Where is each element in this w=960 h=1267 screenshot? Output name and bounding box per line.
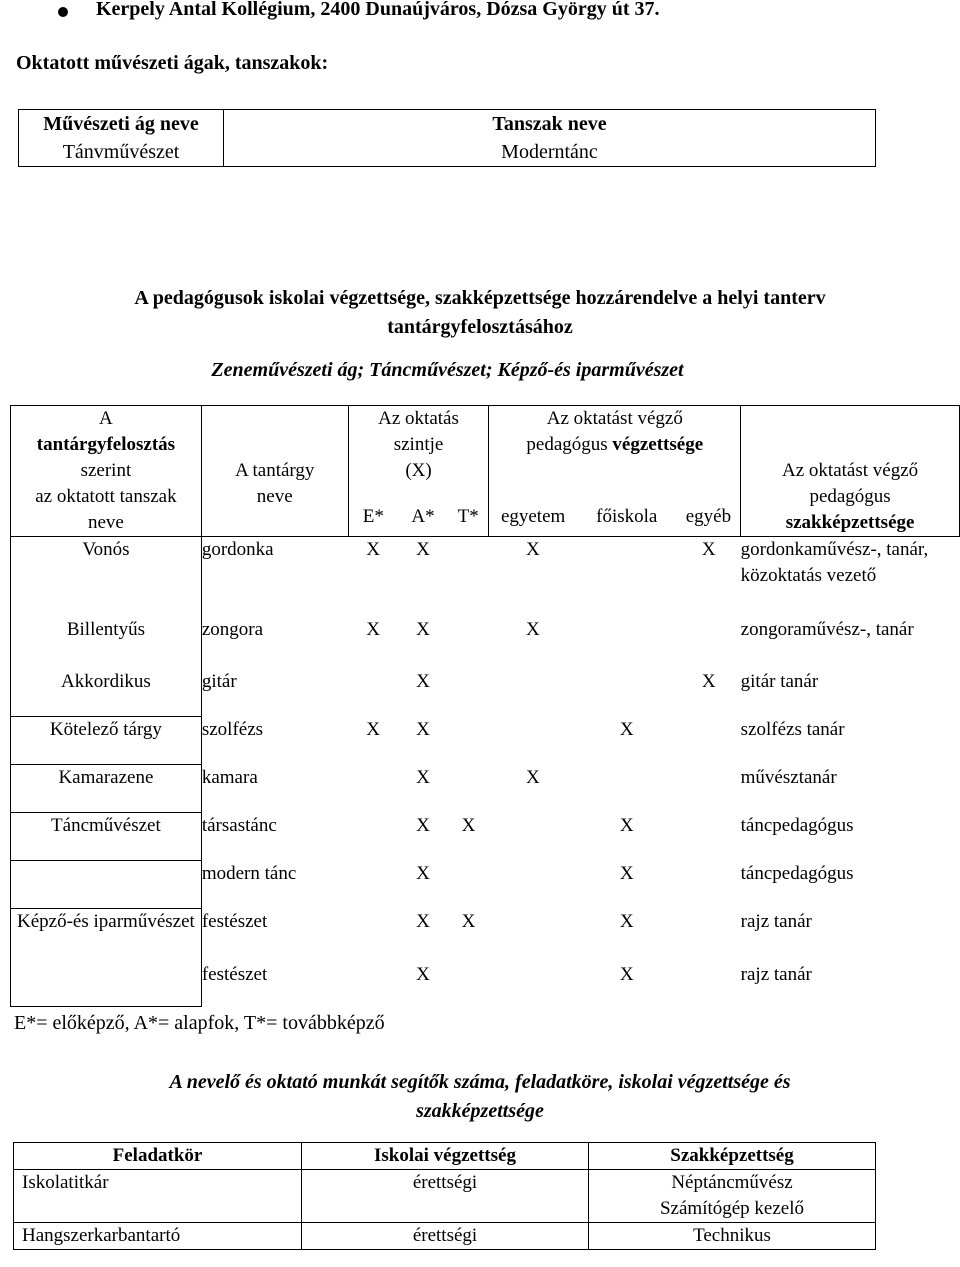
row-subject: modern tánc [201,862,297,884]
row-department: Kamarazene [11,765,202,813]
helpers-heading: A nevelő és oktató munkát segítők száma, feladatköre, iskolai végzettsége és szakképzettsége [169,1071,791,1122]
row-department [11,861,202,909]
helper-qualification: Néptáncművész Számítógép kezelő [589,1170,876,1223]
row-subject: szolfézs [201,718,264,740]
legend: E*= előképző, A*= alapfok, T*= továbbképző [14,1012,385,1034]
helpers-table [13,1142,876,1250]
row-subject: társastánc [201,814,277,836]
row-qualification: szolfézs tanár [740,718,845,740]
department-value: Moderntánc [224,138,876,167]
header-qualification: Az oktatást végző pedagógus szakképzettsége [741,406,960,537]
branch-table [18,109,876,167]
header-school-education: Iskolai végzettség [302,1143,589,1170]
row-department: Vonós [11,537,202,617]
helper-qualification: Technikus [589,1223,876,1250]
helper-education: érettségi [302,1170,589,1223]
subjects-heading: Oktatott művészeti ágak, tanszakok: [16,52,329,74]
row-subject: gordonka [201,539,274,560]
header-qualification: Szakképzettség [589,1143,876,1170]
header-role: Feladatkör [14,1143,302,1170]
row-qualification: rajz tanár [740,910,812,932]
row-subject: gitár [201,670,237,692]
sub-header-foiskola: főiskola [577,500,677,537]
branch-value: Tánvművészet [19,138,224,167]
row-subject: kamara [201,766,258,788]
department-header: Tanszak neve [224,110,876,139]
row-qualification: zongoraművész-, tanár [740,618,914,640]
row-qualification: táncpedagógus [740,814,854,836]
sub-header-t: T* [448,500,489,537]
row-department: Kötelező tárgy [11,717,202,765]
helper-role: Hangszerkarbantartó [14,1223,302,1250]
sub-header-e: E* [348,500,398,537]
branch-header: Művészeti ág neve [19,110,224,139]
teachers-heading: A pedagógusok iskolai végzettsége, szakképzettsége hozzárendelve a helyi tanterv tantárgyfelosztásához [134,287,826,338]
row-qualification: rajz tanár [740,963,812,985]
row-department: Billentyűs [11,617,202,669]
row-department: Táncművészet [11,813,202,861]
helper-education: érettségi [302,1223,589,1250]
bullet-icon [58,7,68,17]
row-qualification: művésztanár [740,766,837,788]
helper-role: Iskolatitkár [14,1170,302,1223]
address-line: Kerpely Antal Kollégium, 2400 Dunaújváros, Dózsa György út 37. [96,0,660,20]
row-department: Képző-és iparművészet [11,909,202,1007]
row-department: Akkordikus [11,669,202,717]
row-subject: zongora [201,618,264,640]
sub-header-egyeb: egyéb [677,500,741,537]
row-qualification: táncpedagógus [740,862,854,884]
branches-heading: Zeneművészeti ág; Táncművészet; Képző-és iparművészet [211,359,684,381]
row-qualification: gitár tanár [740,670,819,692]
row-subject: festészet [201,910,268,932]
header-department: A tantárgyfelosztás szerint az oktatott tanszak neve [11,406,202,537]
row-qualification: gordonkaművész-, tanár, közoktatás vezető [740,539,929,586]
sub-header-a: A* [398,500,448,537]
header-subject: A tantárgy neve [201,406,348,537]
header-education: Az oktatást végző pedagógus végzettsége [489,406,741,500]
row-subject: festészet [201,963,268,985]
teacher-qualification-table: A tantárgyfelosztás szerint az oktatott tanszak neve A tantárgy neve Az oktatás szintje (X) Az oktatást végző pedagógus végzettsége Az oktatást végző pedagógus szakképzettsége E* A* T* egyetem főiskola egyéb Vonós gordonka X X X X gordonkaművész-, tanár, közoktatás vezető Billentyűs zongora X X X zongoraművész-, tanár Akkordikus gitár X X gitár tanár Kötelező tárgy szolfézs X X X szolfézs tanár Kamarazene kamara X X művésztanár Táncművészet társastánc X X X táncpedagógus modern tánc X X táncpedagógus Képző-és iparművészet festészet X X X rajz tanár festészet X X rajz tanár [10,405,960,1007]
header-level: Az oktatás szintje (X) [348,406,489,500]
sub-header-egyetem: egyetem [489,500,577,537]
